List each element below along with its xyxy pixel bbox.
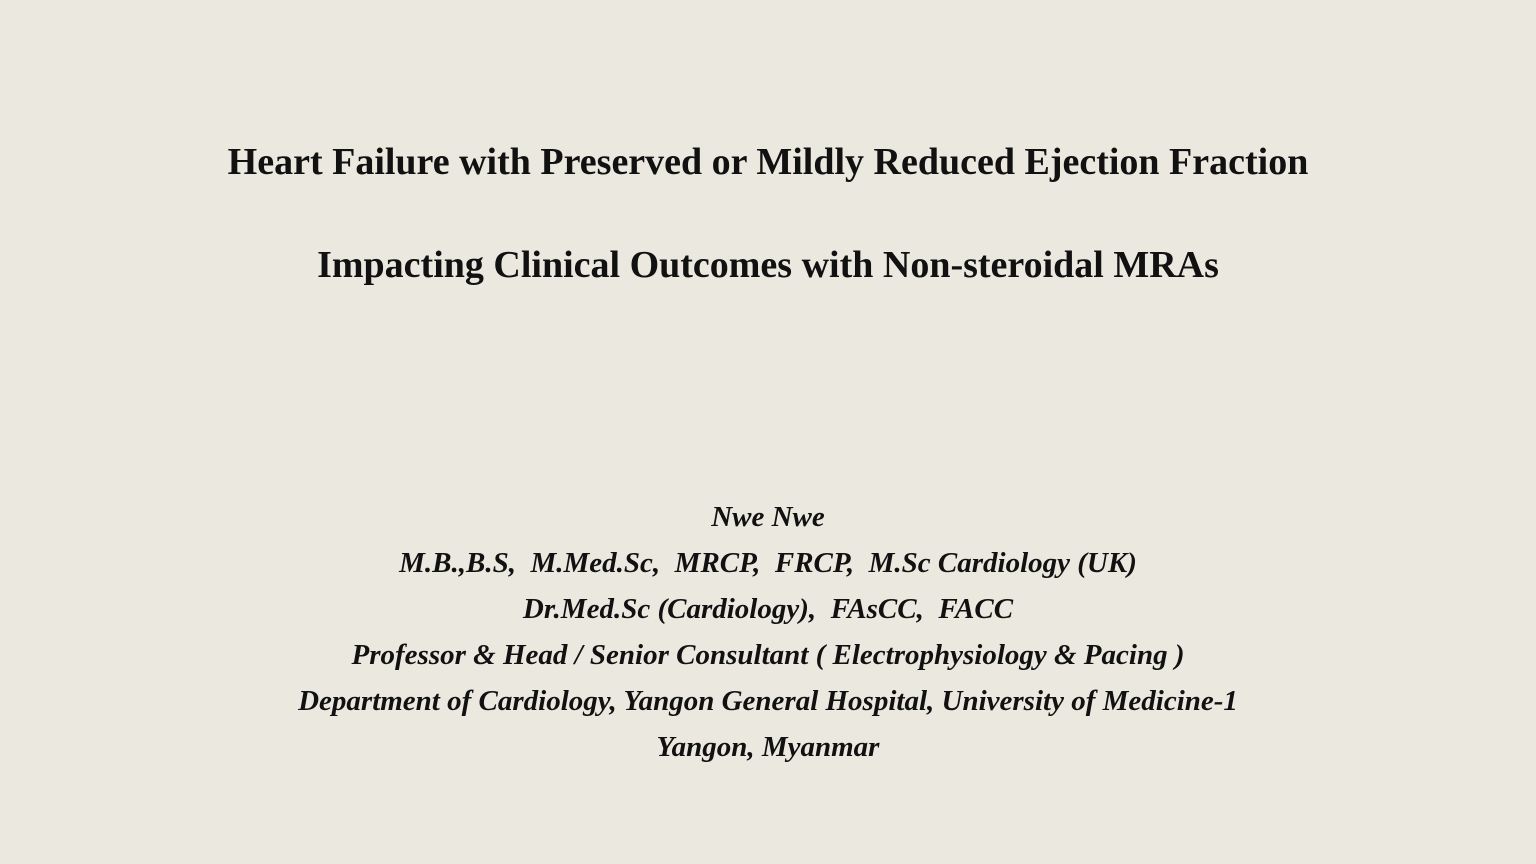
slide-title: Heart Failure with Preserved or Mildly Reduced Ejection Fraction <box>227 141 1309 183</box>
author-degrees-primary: M.B.,B.S, M.Med.Sc, MRCP, FRCP, M.Sc Cardiology (UK) <box>399 547 1137 579</box>
author-name: Nwe Nwe <box>711 501 825 533</box>
author-info <box>0 497 1536 773</box>
slide-subtitle: Impacting Clinical Outcomes with Non-steroidal MRAs <box>317 244 1219 286</box>
author-degrees-secondary: Dr.Med.Sc (Cardiology), FAsCC, FACC <box>522 593 1014 625</box>
author-location: Yangon, Myanmar <box>656 731 880 763</box>
author-position: Professor & Head / Senior Consultant ( Electrophysiology & Pacing ) <box>351 639 1185 671</box>
author-department: Department of Cardiology, Yangon General Hospital, University of Medicine-1 <box>298 685 1238 717</box>
